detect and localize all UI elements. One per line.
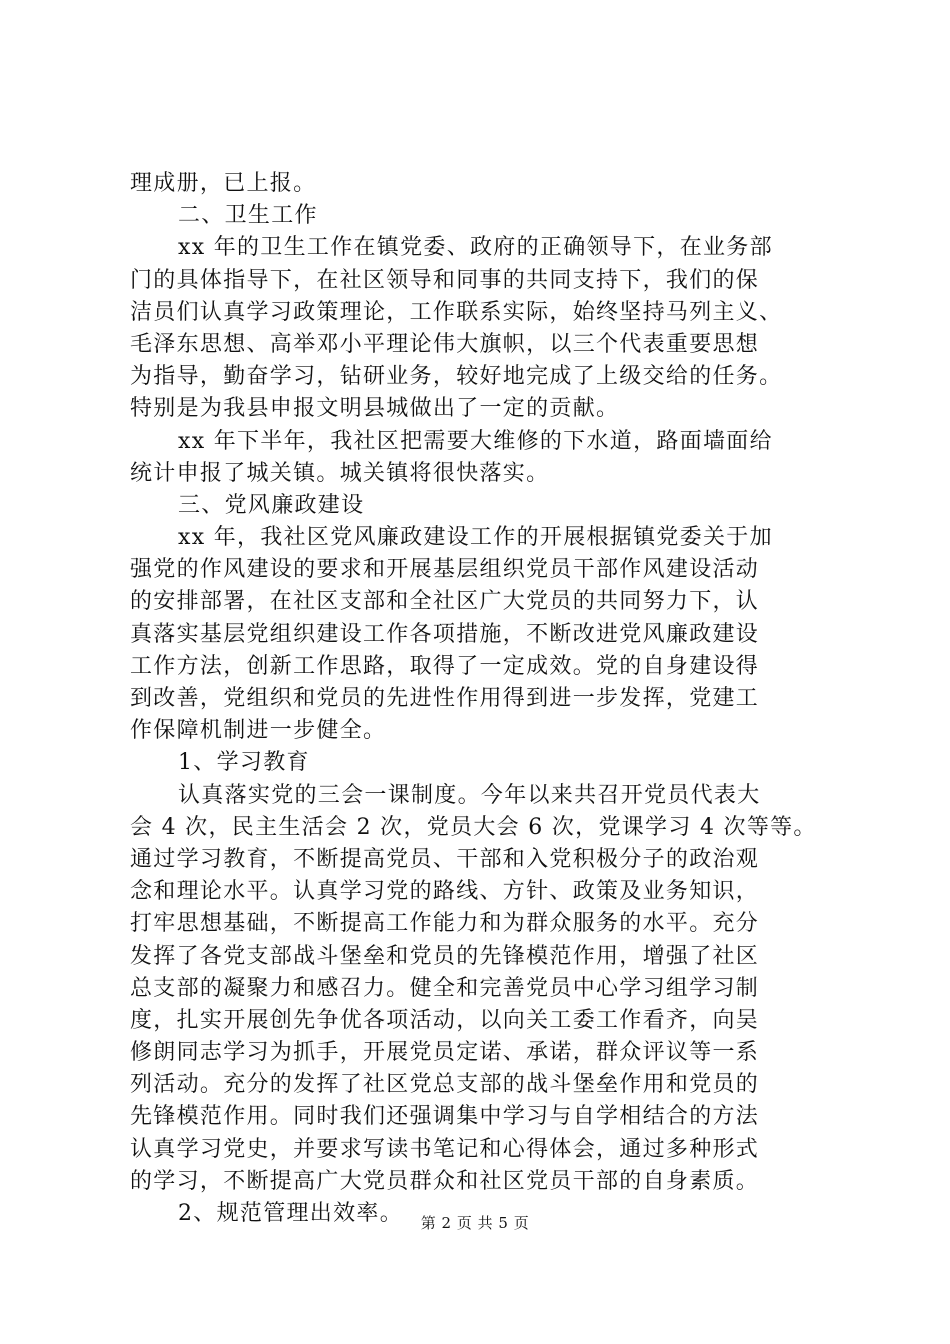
section-heading-integrity: 三、党风廉政建设 bbox=[178, 492, 365, 518]
text-line: 念和理论水平。认真学习党的路线、方针、政策及业务知识， bbox=[130, 879, 760, 905]
text-line: 特别是为我县申报文明县城做出了一定的贡献。 bbox=[130, 396, 620, 422]
text-line: xx 年下半年，我社区把需要大维修的下水道，路面墙面给 bbox=[178, 428, 773, 454]
text-line: 理成册，已上报。 bbox=[130, 171, 317, 196]
text-line: 列活动。充分的发挥了社区党总支部的战斗堡垒作用和党员的 bbox=[130, 1072, 760, 1098]
section-heading-hygiene: 二、卫生工作 bbox=[178, 203, 318, 229]
text-line: 洁员们认真学习政策理论，工作联系实际，始终坚持马列主义、 bbox=[130, 299, 783, 325]
text-line: 发挥了各党支部战斗堡垒和党员的先锋模范作用，增强了社区 bbox=[130, 943, 760, 969]
text-line: 作保障机制进一步健全。 bbox=[130, 718, 387, 744]
body-text bbox=[130, 168, 830, 1230]
text-line: 到改善，党组织和党员的先进性作用得到进一步发挥，党建工 bbox=[130, 686, 760, 711]
text-line: 统计申报了城关镇。城关镇将很快落实。 bbox=[130, 460, 550, 486]
text-line: 毛泽东思想、高举邓小平理论伟大旗帜，以三个代表重要思想 bbox=[130, 331, 760, 357]
text-line: 度，扎实开展创先争优各项活动，以向关工委工作看齐，向吴 bbox=[130, 1007, 760, 1033]
subheading-management: 2、规范管理出效率。 bbox=[178, 1201, 403, 1226]
text-line: 强党的作风建设的要求和开展基层组织党员干部作风建设活动 bbox=[130, 557, 760, 583]
text-line: 总支部的凝聚力和感召力。健全和完善党员中心学习组学习制 bbox=[130, 975, 760, 1001]
text-line: 认真学习党史，并要求写读书笔记和心得体会，通过多种形式 bbox=[130, 1136, 760, 1162]
text-line: 的学习，不断提高广大党员群众和社区党员干部的自身素质。 bbox=[130, 1168, 760, 1194]
text-line: xx 年的卫生工作在镇党委、政府的正确领导下，在业务部 bbox=[178, 235, 773, 261]
text-line: xx 年，我社区党风廉政建设工作的开展根据镇党委关于加 bbox=[178, 525, 773, 551]
text-line: 打牢思想基础，不断提高工作能力和为群众服务的水平。充分 bbox=[130, 911, 760, 937]
subheading-study-education: 1、学习教育 bbox=[178, 750, 310, 776]
text-line: 真落实基层党组织建设工作各项措施，不断改进党风廉政建设 bbox=[130, 621, 760, 647]
text-line: 的安排部署，在社区支部和全社区广大党员的共同努力下，认 bbox=[130, 589, 760, 615]
text-line: 会 4 次，民主生活会 2 次，党员大会 6 次，党课学习 4 次等等。 bbox=[130, 814, 817, 840]
text-line: 认真落实党的三会一课制度。今年以来共召开党员代表大 bbox=[178, 782, 761, 808]
text-line: 修朗同志学习为抓手，开展党员定诺、承诺，群众评议等一系 bbox=[130, 1040, 760, 1066]
text-line: 先锋模范作用。同时我们还强调集中学习与自学相结合的方法 bbox=[130, 1104, 760, 1130]
text-line: 通过学习教育，不断提高党员、干部和入党积极分子的政治观 bbox=[130, 846, 760, 872]
text-line: 为指导，勤奋学习，钻研业务，较好地完成了上级交给的任务。 bbox=[130, 364, 783, 390]
page-footer: 第 2 页 共 5 页 bbox=[420, 1214, 530, 1232]
text-line: 门的具体指导下，在社区领导和同事的共同支持下，我们的保 bbox=[130, 267, 760, 293]
text-line: 工作方法，创新工作思路，取得了一定成效。党的自身建设得 bbox=[130, 653, 760, 679]
